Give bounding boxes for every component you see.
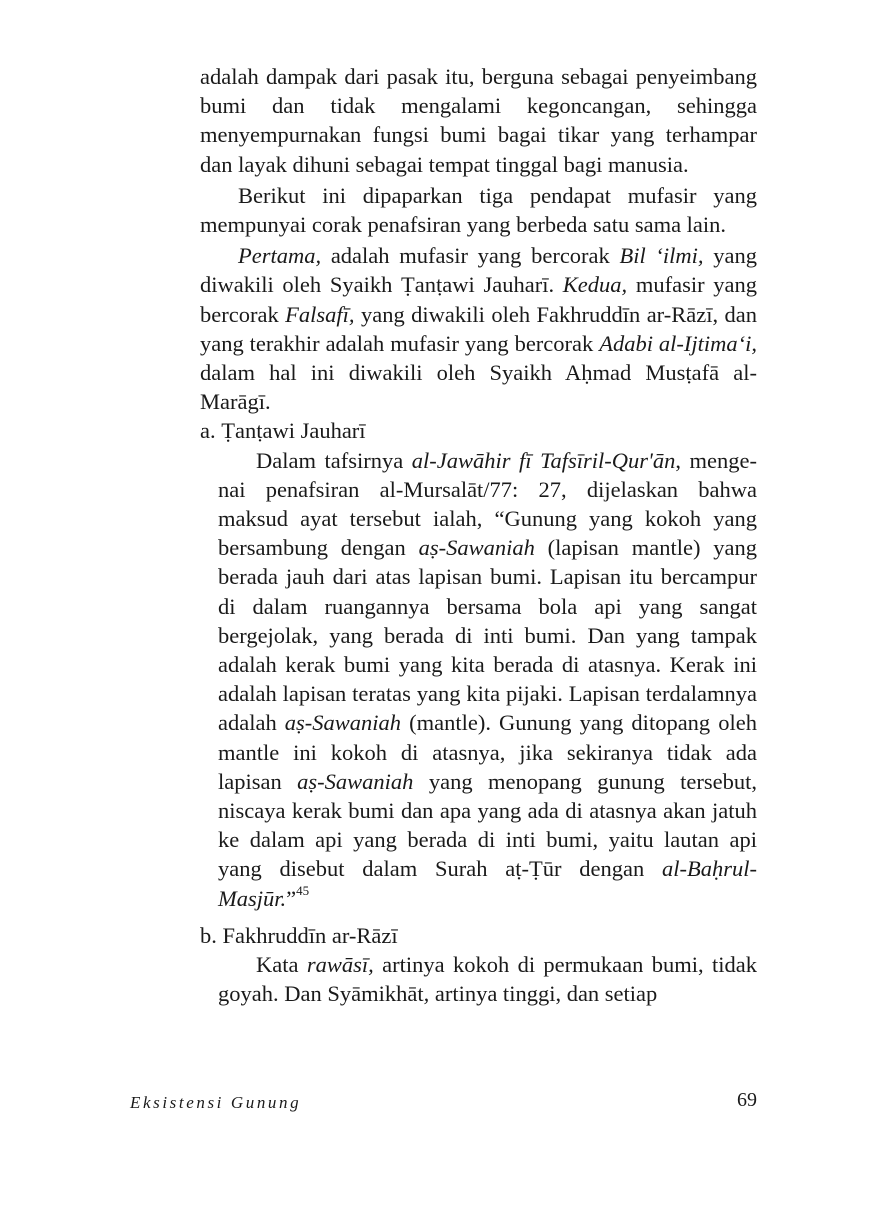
body-text: adalah mufasir yang bercorak [321, 243, 620, 269]
emphasis-text: Kedua, [562, 272, 628, 298]
term-italic: aṣ-Sawaniah [284, 710, 402, 736]
running-title: Eksistensi Gunung [130, 1093, 302, 1112]
closing-quote: ” [286, 885, 297, 911]
body-text: Kata [256, 952, 307, 978]
body-text: Dalam tafsirnya [256, 447, 412, 473]
section-heading-b: b. Fakhruddīn ar-Rāzī [200, 922, 398, 948]
body-text: yang menopang gunung tersebut, niscaya kerak bumi dan apa yang ada di atasnya akan jatuh ke dalam api yang berada di inti bumi, yaitu lautan api yang disebut dalam Surah aṭ-Ṭūr dengan [218, 768, 757, 882]
body-text: yang diwakili oleh Fakhruddīn ar-Rāzī, dan yang terakhir adalah mufasir yang bercorak [200, 301, 757, 356]
text-column [200, 62, 757, 1009]
term-italic: aṣ-Sawaniah [297, 768, 414, 794]
book-title: al-Jawāhir fī Tafsīril-Qur'ān [411, 447, 676, 473]
emphasis-text: Falsafī, [285, 301, 355, 327]
paragraph-razi [218, 950, 757, 1008]
emphasis-text: Bil ‘ilmi, [619, 243, 704, 269]
section-heading-a: a. Ṭanṭawi Jauharī [200, 418, 366, 444]
paragraph-mufasir-list [200, 241, 757, 416]
emphasis-text: Adabi al-Ijtima‘i, [599, 330, 757, 356]
body-text: artinya tinggi, dan setiap [429, 981, 658, 1007]
paragraph-continued: adalah dampak dari pasak itu, berguna sebagai penyeimbang bumi dan tidak mengalami kegoncangan, sehingga menyempurnakan fungsi bumi bagai tikar yang terhampar dan layak dihuni sebagai tempat tinggal bagi manusia. [200, 64, 757, 177]
footnote-reference[interactable]: 45 [296, 883, 310, 899]
section-b-body [218, 950, 757, 1008]
term-italic: , [423, 981, 430, 1007]
term-italic: rawāsī, [306, 952, 374, 978]
term-italic: al-Baḥrul-Masjūr. [218, 856, 757, 911]
emphasis-text: Pertama, [238, 243, 322, 269]
body-text: mufasir yang bercorak [200, 272, 758, 327]
page-number: 69 [737, 1089, 757, 1111]
body-text: (mantle). Gunung yang ditopang oleh mantle ini kokoh di atasnya, jika sekiranya tidak ada lapisan [218, 710, 757, 794]
body-text: yang diwakili oleh Syaikh Ṭanṭawi Jauharī. [200, 243, 757, 298]
page-footer [130, 1088, 757, 1112]
paragraph-intro: Berikut ini dipaparkan tiga pendapat mufasir yang mempunyai corak penafsiran yang berbeda satu sama lain. [200, 182, 757, 238]
term-italic: aṣ-Sawaniah [418, 535, 535, 561]
section-a-body [218, 446, 757, 913]
body-text: artinya kokoh di permukaan bumi, tidak goyah. Dan Syāmikhāt [218, 952, 757, 1007]
body-text: dalam hal ini diwakili oleh Syaikh Aḥmad Musṭafā al-Marāgī. [200, 360, 757, 415]
paragraph-tantawi [218, 446, 757, 913]
body-text: , mengenai penafsiran al-Mursalāt/77: 27, dijelaskan bahwa maksud ayat tersebut ialah, “Gunung yang kokoh yang bersambung dengan [218, 447, 757, 561]
body-text: (lapisan mantle) yang berada jauh dari atas lapisan bumi. Lapisan itu bercampur di dalam ruangannya bersama bola api yang sangat bergejolak, yang berada di inti bumi. Dan yang tampak adalah kerak bumi yang kita berada di atasnya. Kerak ini adalah lapisan teratas yang kita pijaki. Lapisan terdalamnya adalah [218, 535, 757, 736]
